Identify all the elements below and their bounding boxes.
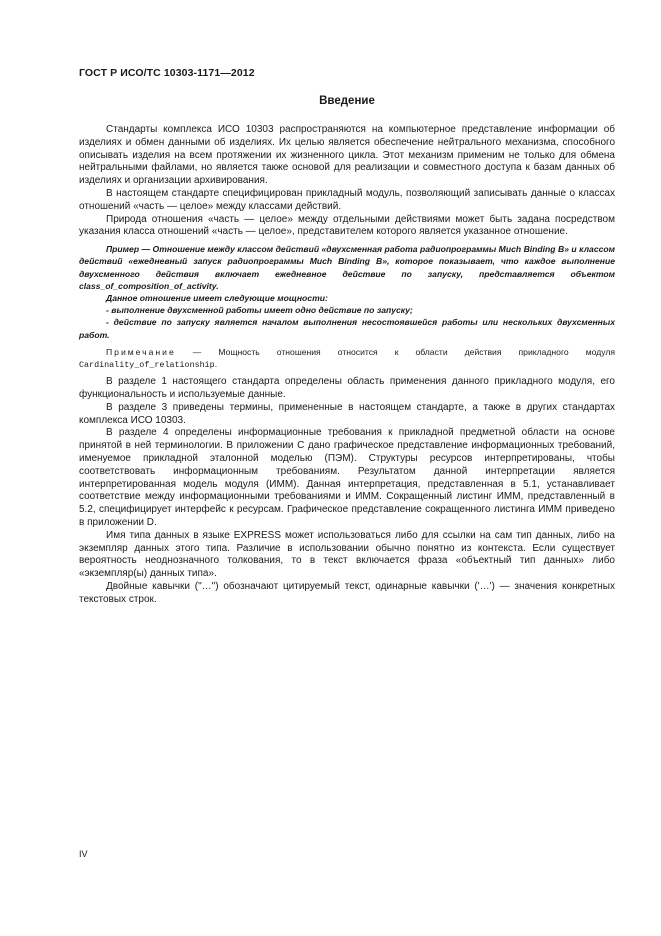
example-text: Пример — Отношение между классом действий «двухсменная работа радиопрограммы Much Binding B» и классом действий «ежедневный запуск радиопрограммы Much Binding B», которое показывает, что каждое выполнение двухсменного действия включает ежедневное действие по запуску, представляется объектом class_of_composition_of_activity. bbox=[79, 244, 615, 291]
paragraph: В разделе 1 настоящего стандарта определены область применения данного прикладного модуля, его функциональность и используемые данные. bbox=[79, 376, 615, 400]
example-text: - выполнение двухсменной работы имеет одно действие по запуску; bbox=[106, 305, 413, 316]
note-block bbox=[79, 346, 615, 371]
paragraph: Стандарты комплекса ИСО 10303 распространяются на компьютерное представление информации об изделиях и обмен данными об изделиях. Их целью является обеспечение нейтрального механизма, способного описывать изделия на всем протяжении их жизненного цикла. Этот механизм применим не только для обмена нейтральными файлами, но является также основой для реализации и совместного доступа к базам данных об изделиях и организации архивирования. bbox=[79, 124, 615, 187]
note-label: Примечание bbox=[106, 346, 176, 357]
example-block bbox=[79, 243, 615, 341]
note-code: Cardinality_of_relationship bbox=[79, 360, 215, 370]
paragraph: Природа отношения «часть — целое» между отдельными действиями может быть задана посредством указания класса отношений «часть — целое», представителем которого является указанное отношение. bbox=[79, 213, 615, 238]
standard-header: ГОСТ Р ИСО/ТС 10303-1171—2012 bbox=[79, 67, 255, 79]
example-text: Данное отношение имеет следующие мощности: bbox=[106, 292, 328, 303]
body-text bbox=[79, 124, 615, 607]
note-end: . bbox=[214, 359, 218, 369]
note-paragraph bbox=[79, 346, 615, 371]
page-number: IV bbox=[79, 849, 88, 859]
paragraph: В разделе 3 приведены термины, примененные в настоящем стандарте, а также в других стандартах комплекса ИСО 10303. bbox=[79, 401, 615, 426]
example-text: - действие по запуску является началом выполнения несостоявшейся работы или нескольких двухсменных работ. bbox=[79, 317, 615, 340]
paragraph: Имя типа данных в языке EXPRESS может использоваться либо для ссылки на сам тип данных, либо на экземпляр данных этого типа. Различие в использовании обычно понятно из контекста. Если существует вероятность неоднозначного толкования, то в текст включается фраза «объектный тип данных» либо «экземпляр(ы) данных типа». bbox=[79, 529, 615, 580]
section-title: Введение bbox=[319, 95, 375, 107]
paragraph: В настоящем стандарте специфицирован прикладный модуль, позволяющий записывать данные о классах отношений «часть — целое» между классами действий. bbox=[79, 187, 615, 212]
paragraph: Двойные кавычки ("…") обозначают цитируемый текст, одинарные кавычки ('…') — значения конкретных текстовых строк. bbox=[79, 580, 615, 605]
note-text: — Мощность отношения относится к области действия прикладного модуля bbox=[192, 346, 615, 357]
paragraph: В разделе 4 определены информационные требования к прикладной предметной области на основе принятой в ней терминологии. В приложении С дано графическое представление информационных требований, именуемое прикладной эталонной моделью (ПЭМ). Структуры ресурсов интерпретированы, чтобы соответствовать информационным требованиям. Результатом данной интерпретации является интерпретированная модель модуля (ИММ). Данная интерпретация, представленная в 5.1, устанавливает соответствие между информационными требованиями и ИММ. Сокращенный листинг ИММ, представленный в 5.2, специфицирует интерфейс к ресурсам. Графическое представление сокращенного листинга ИММ приведено в приложении D. bbox=[79, 427, 615, 528]
